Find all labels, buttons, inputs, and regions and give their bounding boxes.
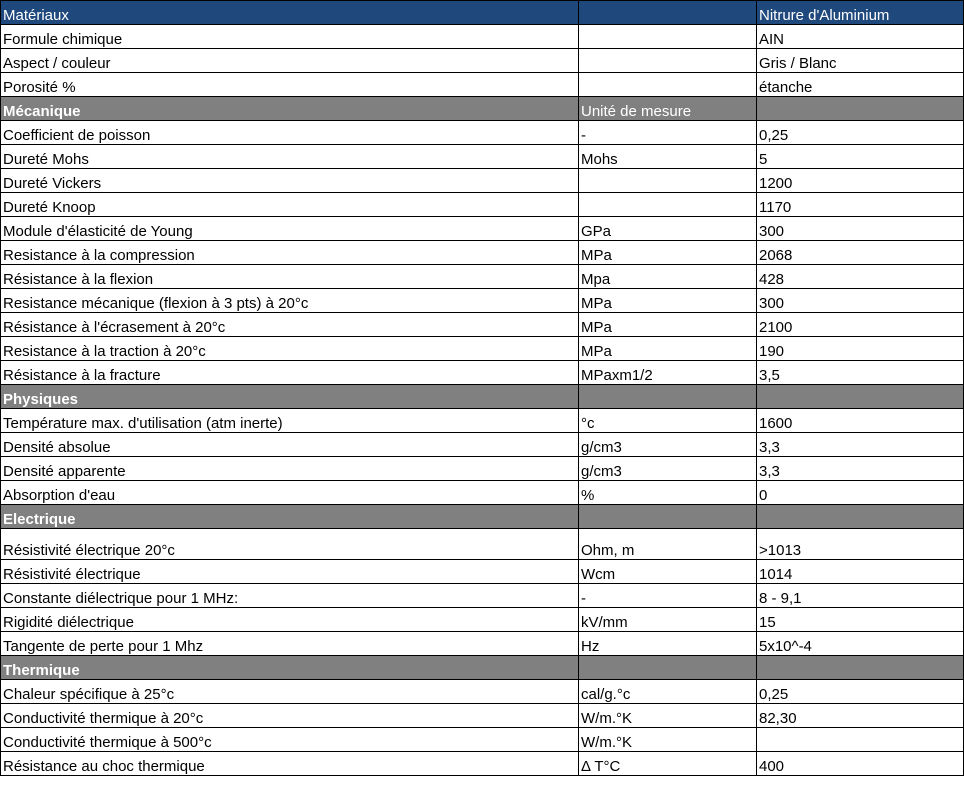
property-label-cell[interactable]: Densité apparente: [1, 457, 579, 481]
property-label-cell[interactable]: Constante diélectrique pour 1 MHz:: [1, 584, 579, 608]
section-header-physiques: [1, 385, 964, 409]
unit-cell[interactable]: Mohs: [579, 145, 757, 169]
value-cell[interactable]: 1014: [757, 560, 964, 584]
property-label-cell[interactable]: Conductivité thermique à 500°c: [1, 728, 579, 752]
property-label-cell[interactable]: Porosité %: [1, 73, 579, 97]
value-cell[interactable]: 300: [757, 289, 964, 313]
table-row: [1, 361, 964, 385]
table-row: [1, 608, 964, 632]
table-row: [1, 409, 964, 433]
value-cell[interactable]: 1200: [757, 169, 964, 193]
unit-cell[interactable]: -: [579, 121, 757, 145]
table-row: [1, 121, 964, 145]
value-cell[interactable]: 190: [757, 337, 964, 361]
table-row: [1, 313, 964, 337]
property-label-cell[interactable]: Densité absolue: [1, 433, 579, 457]
section-blank-cell[interactable]: [757, 385, 964, 409]
property-label-cell[interactable]: Absorption d'eau: [1, 481, 579, 505]
header-material-name-cell[interactable]: Nitrure d'Aluminium: [757, 1, 964, 25]
section-blank-cell[interactable]: [757, 656, 964, 680]
unit-cell[interactable]: [579, 169, 757, 193]
section-blank-cell[interactable]: [579, 385, 757, 409]
property-label-cell[interactable]: Résistance à la flexion: [1, 265, 579, 289]
property-label-cell[interactable]: Température max. d'utilisation (atm inerte): [1, 409, 579, 433]
value-cell[interactable]: >1013: [757, 529, 964, 560]
property-label-cell[interactable]: Dureté Knoop: [1, 193, 579, 217]
unit-cell[interactable]: [579, 25, 757, 49]
value-cell[interactable]: 2100: [757, 313, 964, 337]
table-row: [1, 169, 964, 193]
section-header-mecanique: [1, 97, 964, 121]
value-cell[interactable]: 400: [757, 752, 964, 776]
unit-cell[interactable]: [579, 49, 757, 73]
table-row: [1, 632, 964, 656]
unit-cell[interactable]: Ohm, m: [579, 529, 757, 560]
value-cell[interactable]: 428: [757, 265, 964, 289]
section-title-cell[interactable]: Mécanique: [1, 97, 579, 121]
property-label-cell[interactable]: Résistivité électrique: [1, 560, 579, 584]
unit-cell[interactable]: Δ T°C: [579, 752, 757, 776]
section-title-cell[interactable]: Physiques: [1, 385, 579, 409]
section-blank-cell[interactable]: [579, 505, 757, 529]
property-label-cell[interactable]: Résistance à l'écrasement à 20°c: [1, 313, 579, 337]
table-row: [1, 241, 964, 265]
value-cell[interactable]: 82,30: [757, 704, 964, 728]
section-blank-cell[interactable]: [757, 505, 964, 529]
property-label-cell[interactable]: Résistance au choc thermique: [1, 752, 579, 776]
property-label-cell[interactable]: Coefficient de poisson: [1, 121, 579, 145]
property-label-cell[interactable]: Rigidité diélectrique: [1, 608, 579, 632]
value-cell[interactable]: 0,25: [757, 680, 964, 704]
unit-cell[interactable]: Hz: [579, 632, 757, 656]
table-row: [1, 145, 964, 169]
table-row: [1, 457, 964, 481]
unit-cell[interactable]: -: [579, 584, 757, 608]
value-cell[interactable]: AIN: [757, 25, 964, 49]
property-label-cell[interactable]: Formule chimique: [1, 25, 579, 49]
value-cell[interactable]: 0,25: [757, 121, 964, 145]
table-row: [1, 584, 964, 608]
table-row: [1, 289, 964, 313]
property-label-cell[interactable]: Module d'élasticité de Young: [1, 217, 579, 241]
property-label-cell[interactable]: Aspect / couleur: [1, 49, 579, 73]
table-row: [1, 728, 964, 752]
unit-cell[interactable]: MPaxm1/2: [579, 361, 757, 385]
unit-cell[interactable]: %: [579, 481, 757, 505]
table-row: [1, 560, 964, 584]
section-blank-cell[interactable]: [757, 97, 964, 121]
value-cell[interactable]: 1600: [757, 409, 964, 433]
unit-cell[interactable]: cal/g.°c: [579, 680, 757, 704]
table-row: [1, 481, 964, 505]
section-header-thermique: [1, 656, 964, 680]
unit-cell[interactable]: MPa: [579, 337, 757, 361]
value-cell[interactable]: 0: [757, 481, 964, 505]
section-title-cell[interactable]: Thermique: [1, 656, 579, 680]
table-row: [1, 529, 964, 560]
table-row: [1, 752, 964, 776]
value-cell[interactable]: 3,3: [757, 433, 964, 457]
table-row: [1, 680, 964, 704]
property-label-cell[interactable]: Dureté Mohs: [1, 145, 579, 169]
unit-cell[interactable]: Mpa: [579, 265, 757, 289]
unit-cell[interactable]: Wcm: [579, 560, 757, 584]
unit-cell[interactable]: g/cm3: [579, 457, 757, 481]
table-row: [1, 25, 964, 49]
property-label-cell[interactable]: Resistance à la traction à 20°c: [1, 337, 579, 361]
unit-cell[interactable]: g/cm3: [579, 433, 757, 457]
section-blank-cell[interactable]: [579, 656, 757, 680]
property-label-cell[interactable]: Conductivité thermique à 20°c: [1, 704, 579, 728]
value-cell[interactable]: 5x10^-4: [757, 632, 964, 656]
value-cell[interactable]: 3,3: [757, 457, 964, 481]
table-row: [1, 217, 964, 241]
unit-cell[interactable]: GPa: [579, 217, 757, 241]
value-cell[interactable]: Gris / Blanc: [757, 49, 964, 73]
property-label-cell[interactable]: Tangente de perte pour 1 Mhz: [1, 632, 579, 656]
unit-cell[interactable]: °c: [579, 409, 757, 433]
table-row: [1, 49, 964, 73]
property-label-cell[interactable]: Resistance à la compression: [1, 241, 579, 265]
unit-cell[interactable]: kV/mm: [579, 608, 757, 632]
unit-header-cell[interactable]: Unité de mesure: [579, 97, 757, 121]
property-label-cell[interactable]: Résistance à la fracture: [1, 361, 579, 385]
unit-cell[interactable]: MPa: [579, 241, 757, 265]
value-cell[interactable]: [757, 728, 964, 752]
value-cell[interactable]: 300: [757, 217, 964, 241]
header-blank-cell[interactable]: [579, 1, 757, 25]
table-row: [1, 73, 964, 97]
value-cell[interactable]: 1170: [757, 193, 964, 217]
unit-cell[interactable]: [579, 193, 757, 217]
property-label-cell[interactable]: Resistance mécanique (flexion à 3 pts) à 20°c: [1, 289, 579, 313]
property-label-cell[interactable]: Dureté Vickers: [1, 169, 579, 193]
section-title-cell[interactable]: Electrique: [1, 505, 579, 529]
value-cell[interactable]: étanche: [757, 73, 964, 97]
property-label-cell[interactable]: Chaleur spécifique à 25°c: [1, 680, 579, 704]
table-row: [1, 433, 964, 457]
section-header-electrique: [1, 505, 964, 529]
table-row: [1, 704, 964, 728]
table-row: [1, 265, 964, 289]
unit-cell[interactable]: MPa: [579, 313, 757, 337]
unit-cell[interactable]: W/m.°K: [579, 704, 757, 728]
property-label-cell[interactable]: Résistivité électrique 20°c: [1, 529, 579, 560]
unit-cell[interactable]: W/m.°K: [579, 728, 757, 752]
value-cell[interactable]: 15: [757, 608, 964, 632]
value-cell[interactable]: 3,5: [757, 361, 964, 385]
unit-cell[interactable]: MPa: [579, 289, 757, 313]
value-cell[interactable]: 5: [757, 145, 964, 169]
header-materials-cell[interactable]: Matériaux: [1, 1, 579, 25]
value-cell[interactable]: 2068: [757, 241, 964, 265]
value-cell[interactable]: 8 - 9,1: [757, 584, 964, 608]
table-row: [1, 337, 964, 361]
unit-cell[interactable]: [579, 73, 757, 97]
header-row: [1, 1, 964, 25]
table-row: [1, 193, 964, 217]
